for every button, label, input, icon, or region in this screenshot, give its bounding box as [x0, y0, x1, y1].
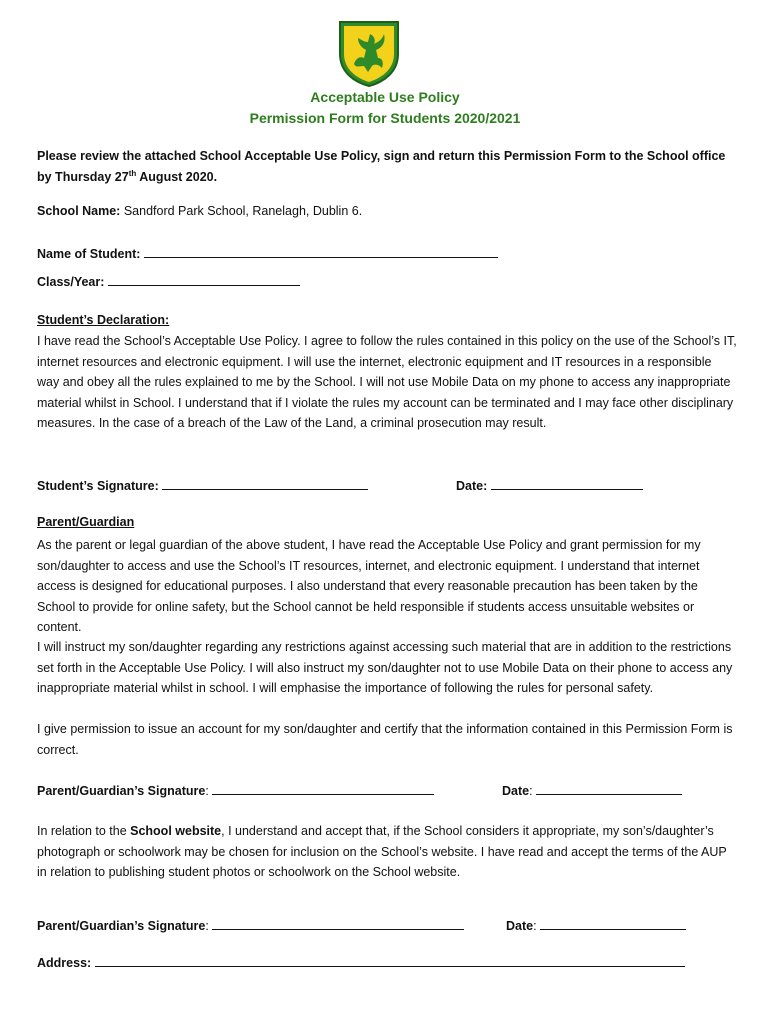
- website-bold: School website: [130, 824, 222, 838]
- parent-signature-colon: :: [205, 784, 209, 798]
- website-signature-field[interactable]: [212, 916, 464, 930]
- student-name-label: Name of Student:: [37, 247, 141, 261]
- intro-text-a: Please review the attached School Acceptable Use Policy, sign and return this Permission Form to the School office by Thursday 27: [37, 149, 726, 184]
- website-signature-row: [37, 916, 464, 933]
- student-date-row: [456, 476, 643, 493]
- website-date-label: Date: [506, 919, 534, 933]
- student-signature-field[interactable]: [162, 476, 368, 490]
- website-paragraph: [37, 821, 737, 883]
- intro-instructions: [37, 146, 737, 187]
- website-date-field[interactable]: [540, 916, 686, 930]
- address-field[interactable]: [95, 953, 685, 967]
- class-year-row: [37, 272, 300, 289]
- website-date-colon: :: [533, 919, 537, 933]
- website-signature-colon: :: [205, 919, 209, 933]
- school-name-value: Sandford Park School, Ranelagh, Dublin 6.: [120, 204, 363, 218]
- website-date-row: [506, 916, 686, 933]
- form-subtitle: Permission Form for Students 2020/2021: [249, 110, 521, 126]
- website-text-a: In relation to the: [37, 824, 131, 838]
- parent-signature-label: Parent/Guardian’s Signature: [37, 784, 206, 798]
- student-date-field[interactable]: [491, 476, 643, 490]
- parent-paragraph-2: I will instruct my son/daughter regarding any restrictions against accessing such material that are in addition to the restrictions set forth in the Acceptable Use Policy. I will also instruct my son/daughter not to use Mobile Data on their phone to access any inappropriate material whilst in school. I will emphasise the importance of following the rules for personal safety.: [37, 640, 733, 696]
- student-declaration-body: I have read the School’s Acceptable Use Policy. I agree to follow the rules contained in this policy on the use of the School’s IT, internet resources and electronic equipment. I will use the internet, electronic equipment and IT resources in a responsible way and obey all the rules explained to me by the School. I will not use Mobile Data on my phone to access any inappropriate material whilst in School. I understand that if I violate the rules my account can be terminated and I may face other disciplinary measures. In the case of a breach of the Law of the Land, a criminal prosecution may result.: [37, 334, 737, 431]
- website-signature-label: Parent/Guardian’s Signature: [37, 919, 206, 933]
- class-year-label: Class/Year:: [37, 275, 105, 289]
- address-label: Address:: [37, 956, 92, 970]
- parent-date-row: [502, 781, 682, 798]
- student-signature-label: Student’s Signature:: [37, 479, 159, 493]
- student-name-row: [37, 244, 498, 261]
- parent-signature-field[interactable]: [212, 781, 434, 795]
- parent-date-colon: :: [529, 784, 533, 798]
- parent-paragraph-3: I give permission to issue an account for my son/daughter and certify that the information contained in this Permission Form is correct.: [37, 722, 733, 757]
- student-date-label: Date:: [456, 479, 488, 493]
- intro-sup: th: [128, 168, 137, 178]
- address-row: [37, 953, 685, 970]
- website-text-b: , I understand and accept that, if the School considers it appropriate, my son’s/daughter’s photograph or schoolwork may be chosen for inclusion on the School’s website. I have read and accept the terms of the AUP in relation to publishing student photos or schoolwork on the School website.: [37, 824, 727, 880]
- student-signature-row: [37, 476, 368, 493]
- parent-paragraph-1: As the parent or legal guardian of the above student, I have read the Acceptable Use Policy and grant permission for my son/daughter to access and use the School’s IT resources, internet, and electronic equipment. I understand that internet access is designed for educational purposes. I also understand that every reasonable precaution has been taken by the School to provide for online safety, but the School cannot be held responsible if students access unsuitable websites or content.: [37, 538, 701, 635]
- parent-heading: Parent/Guardian: [37, 515, 135, 529]
- parent-date-label: Date: [502, 784, 530, 798]
- class-year-field[interactable]: [108, 272, 300, 286]
- student-declaration-heading: Student’s Declaration:: [37, 313, 170, 327]
- school-name-label: School Name:: [37, 204, 121, 218]
- school-name-line: [37, 204, 362, 218]
- parent-signature-row: [37, 781, 434, 798]
- parent-date-field[interactable]: [536, 781, 682, 795]
- form-title: Acceptable Use Policy: [310, 89, 460, 105]
- school-crest-icon: [338, 20, 400, 88]
- intro-text-b: August 2020.: [136, 169, 218, 184]
- student-name-field[interactable]: [144, 244, 498, 258]
